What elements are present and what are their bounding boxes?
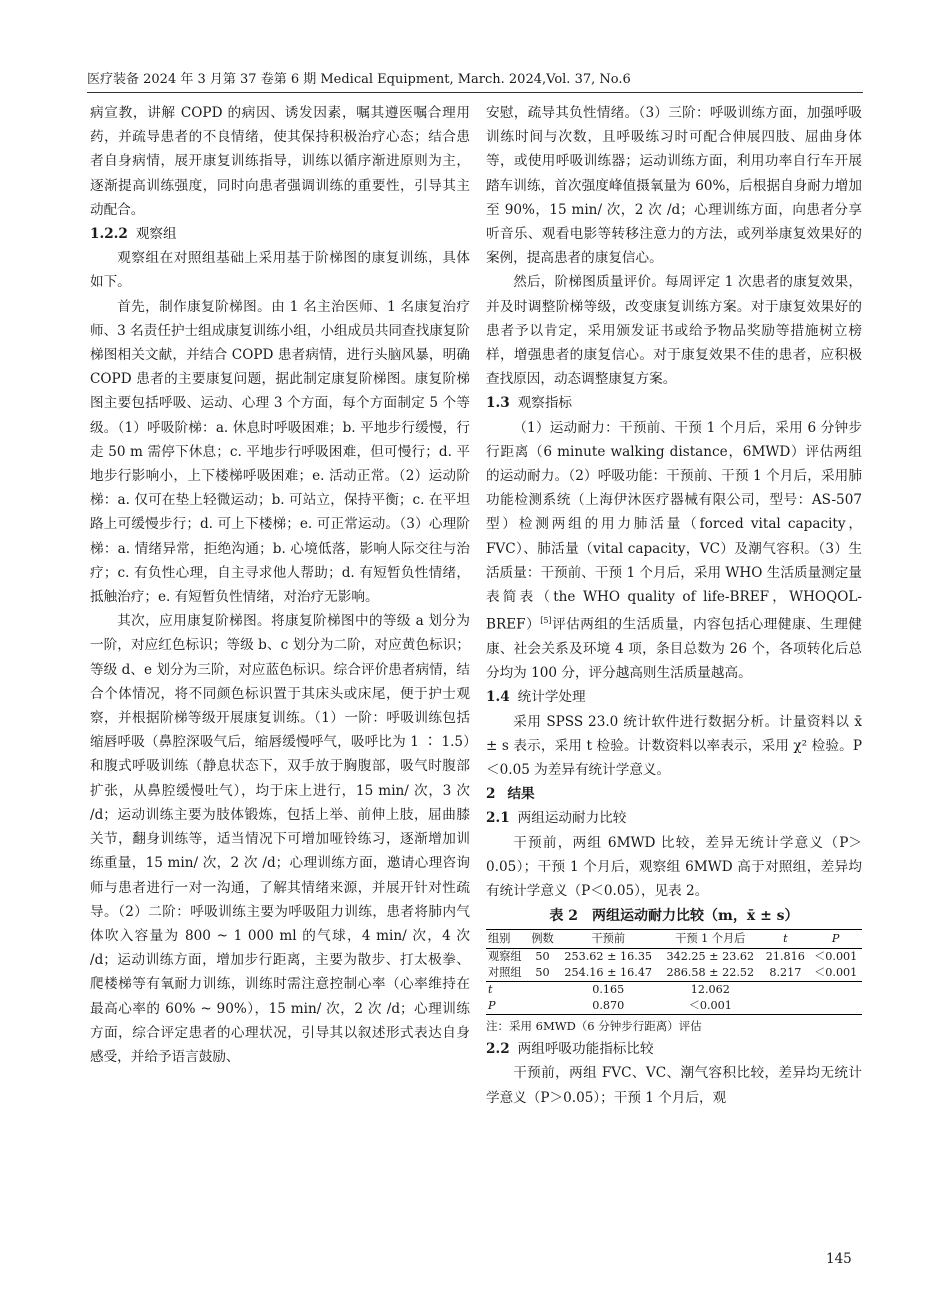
section-number: 2.1 xyxy=(486,810,510,827)
table-row xyxy=(486,949,862,966)
section-heading-2 xyxy=(486,782,862,806)
section-heading-2-2 xyxy=(486,1037,862,1061)
page-number: 145 xyxy=(826,1251,852,1267)
table-cell: 50 xyxy=(535,950,550,964)
paragraph: 观察组在对照组基础上采用基于阶梯图的康复训练，具体如下。 xyxy=(90,250,470,291)
table-row xyxy=(486,965,862,982)
section-heading-1-2-2 xyxy=(90,222,470,246)
table-cell: 观察组 xyxy=(488,950,522,964)
results-table xyxy=(486,929,862,1015)
paragraph xyxy=(486,416,862,686)
section-number: 2 xyxy=(486,786,496,803)
table-cell: 21.816 xyxy=(765,950,805,964)
section-number: 2.2 xyxy=(486,1041,510,1058)
table-cell: 12.062 xyxy=(659,982,761,999)
table-cell xyxy=(761,998,809,1015)
table-cell xyxy=(761,982,809,999)
paragraph-text: 评估两组的生活质量，内容包括心理健康、生理健康、社会关系及环境 4 项，条目总数为 26 个，各项转化后总分均为 100 分，评分越高则生活质量越高。 xyxy=(486,616,862,682)
section-title: 两组运动耐力比较 xyxy=(517,810,627,827)
section-title: 统计学处理 xyxy=(517,689,586,706)
running-header: 医疗装备 2024 年 3 月第 37 卷第 6 期 Medical Equipment, March. 2024,Vol. 37, No.6 xyxy=(87,68,863,93)
table-header-cell: 组别 xyxy=(486,930,528,949)
left-column xyxy=(90,101,470,1069)
paragraph: 安慰，疏导其负性情绪。（3）三阶：呼吸训练方面，加强呼吸训练时间与次数，且呼吸练习时可配合伸展四肢、屈曲身体等，或使用呼吸训练器；运动训练方面，利用功率自行车开展踏车训练，首次强度峰值摄氧量为 60%，后根据自身耐力增加至 90%，15 min/ 次，2 次 /d；心理训练方面，向患者分享听音乐、观看电影等转移注意力的方法，或列举康复效果好的案例，提高患者的康复信心。 xyxy=(486,105,862,267)
table-cell: 254.16 ± 16.47 xyxy=(564,966,653,980)
section-title: 观察指标 xyxy=(517,395,573,412)
section-title: 观察组 xyxy=(135,226,177,243)
table-cell: 50 xyxy=(535,966,550,980)
table-header-cell: 干预前 xyxy=(557,930,659,949)
table-cell xyxy=(528,982,557,999)
section-number: 1.3 xyxy=(486,395,510,412)
paragraph: 然后，阶梯图质量评价。每周评定 1 次患者的康复效果，并及时调整阶梯等级，改变康复训练方案。对于康复效果好的患者予以肯定，采用颁发证书或给予物品奖励等措施树立榜样，增强患者的康复信心。对于康复效果不佳的患者，应积极查找原因，动态调整康复方案。 xyxy=(486,274,862,388)
paragraph-text: （1）运动耐力：干预前、干预 1 个月后，采用 6 分钟步行距离（6 minute walking distance，6MWD）评估两组的运动耐力。（2）呼吸功能：干预前、干预 1 个月后，采用肺功能检测系统（上海伊沐医疗器械有限公司，型号：AS-507 型）检测两组的用力肺活量（forced vital capacity，FVC）、肺活量（vital capacity，VC）及潮气容积。（3）生活质量：干预前、干预 1 个月后，采用 WHO 生活质量测定量表简表（the WHO quality of life-BREF，WHOQOL-BREF） xyxy=(486,419,862,633)
table-row xyxy=(486,982,862,999)
paragraph: 干预前，两组 FVC、VC、潮气容积比较，差异均无统计学意义（P＞0.05）；干预 1 个月后，观 xyxy=(486,1065,862,1106)
table-cell: ＜0.001 xyxy=(659,998,761,1015)
table-header-cell: 例数 xyxy=(528,930,557,949)
right-column xyxy=(486,101,862,1110)
section-title: 结果 xyxy=(507,786,535,803)
section-heading-1-4 xyxy=(486,685,862,709)
table-cell: 8.217 xyxy=(769,966,802,980)
paragraph: 其次，应用康复阶梯图。将康复阶梯图中的等级 a 划分为一阶，对应红色标识；等级 b、c 划分为二阶，对应黄色标识；等级 d、e 划分为三阶，对应蓝色标识。综合评价患者病情，结合个体情况，将不同颜色标识置于其床头或床尾，便于护士观察，并根据阶梯等级开展康复训练。（1）一阶：呼吸训练包括缩唇呼吸（鼻腔深吸气后，缩唇缓慢呼气，吸呼比为 1 ∶ 1.5）和腹式呼吸训练（静息状态下，双手放于胸腹部，吸气时腹部扩张，从鼻腔缓慢吐气），均于床上进行，15 min/ 次，3 次 /d；运动训练主要为肢体锻炼，包括上举、前伸上肢，屈曲膝关节，翻身训练等，适当情况下可增加哑铃练习，逐渐增加训练重量，15 min/ 次，2 次 /d；心理训练方面，邀请心理咨询师与患者进行一对一沟通，了解其情绪来源，并展开针对性疏导。（2）二阶：呼吸训练主要为呼吸阻力训练，患者将肺内气体吹入容量为 800 ~ 1 000 ml 的气球，4 min/ 次，4 次 /d；运动训练方面，增加步行距离，主要为散步、打太极拳、爬楼梯等有氧耐力训练，训练时需注意控制心率（心率维持在最高心率的 60% ~ 90%），15 min/ 次，2 次 /d；心理训练方面，综合评定患者的心理状况，引导其以叙述形式表达自身感受，并给予语言鼓励、 xyxy=(90,613,470,1065)
table-cell xyxy=(809,982,862,999)
table-header-row xyxy=(486,930,862,949)
table-cell: 253.62 ± 16.35 xyxy=(564,950,653,964)
table-cell: 0.870 xyxy=(557,998,659,1015)
section-number: 1.4 xyxy=(486,689,510,706)
section-title: 两组呼吸功能指标比较 xyxy=(517,1041,654,1058)
table-header-cell: 干预 1 个月后 xyxy=(659,930,761,949)
paragraph: 病宣教，讲解 COPD 的病因、诱发因素，嘱其遵医嘱合理用药，并疏导患者的不良情绪，使其保持积极治疗心态；结合患者自身病情，展开康复训练指导，训练以循序渐进原则为主，逐渐提高训练强度，同时向患者强调训练的重要性，引导其主动配合。 xyxy=(90,105,470,218)
table-header-cell: P xyxy=(809,930,862,949)
table-cell: P xyxy=(486,998,528,1015)
paragraph: 首先，制作康复阶梯图。由 1 名主治医师、1 名康复治疗师、3 名责任护士组成康复训练小组，小组成员共同查找康复阶梯图相关文献，并结合 COPD 患者病情，进行头脑风暴，明确 COPD 患者的主要康复问题，据此制定康复阶梯图。康复阶梯图主要包括呼吸、运动、心理 3 个方面，每个方面制定 5 个等级。（1）呼吸阶梯：a. 休息时呼吸困难；b. 平地步行缓慢，行走 50 m 需停下休息；c. 平地步行呼吸困难，但可慢行；d. 平地步行影响小，上下楼梯呼吸困难；e. 活动正常。（2）运动阶梯：a. 仅可在垫上轻微运动；b. 可站立，保持平衡；c. 在平坦路上可缓慢步行；d. 可上下楼梯；e. 可正常运动。（3）心理阶梯：a. 情绪异常，拒绝沟通；b. 心境低落，影响人际交往与治疗；c. 有负性心理，自主寻求他人帮助；d. 有短暂负性情绪，抵触治疗；e. 有短暂负性情绪，对治疗无影响。 xyxy=(90,298,470,606)
section-heading-1-3 xyxy=(486,391,862,415)
table-cell: ＜0.001 xyxy=(814,966,858,980)
paragraph: 采用 SPSS 23.0 统计软件进行数据分析。计量资料以 x̄ ± s 表示，采用 t 检验。计数资料以率表示，采用 χ² 检验。P＜0.05 为差异有统计学意义。 xyxy=(486,713,862,779)
table-cell xyxy=(528,998,557,1015)
table-header-cell: t xyxy=(761,930,809,949)
paragraph: 干预前，两组 6MWD 比较，差异无统计学意义（P＞0.05）；干预 1 个月后，观察组 6MWD 高于对照组，差异均有统计学意义（P＜0.05），见表 2。 xyxy=(486,834,862,900)
table-cell: ＜0.001 xyxy=(814,950,858,964)
table-caption: 表 2 两组运动耐力比较（m，x̄ ± s） xyxy=(549,908,799,925)
table-cell xyxy=(809,998,862,1015)
citation-ref: [5] xyxy=(540,616,552,626)
table-cell: 0.165 xyxy=(557,982,659,999)
table-cell: 286.58 ± 22.52 xyxy=(666,966,755,980)
section-heading-2-1 xyxy=(486,806,862,830)
section-number: 1.2.2 xyxy=(90,226,128,243)
table-cell: 342.25 ± 23.62 xyxy=(666,950,755,964)
table-row xyxy=(486,998,862,1015)
table-cell: 对照组 xyxy=(488,966,522,980)
table-cell: t xyxy=(486,982,528,999)
table-note: 注：采用 6MWD（6 分钟步行距离）评估 xyxy=(486,1019,702,1034)
